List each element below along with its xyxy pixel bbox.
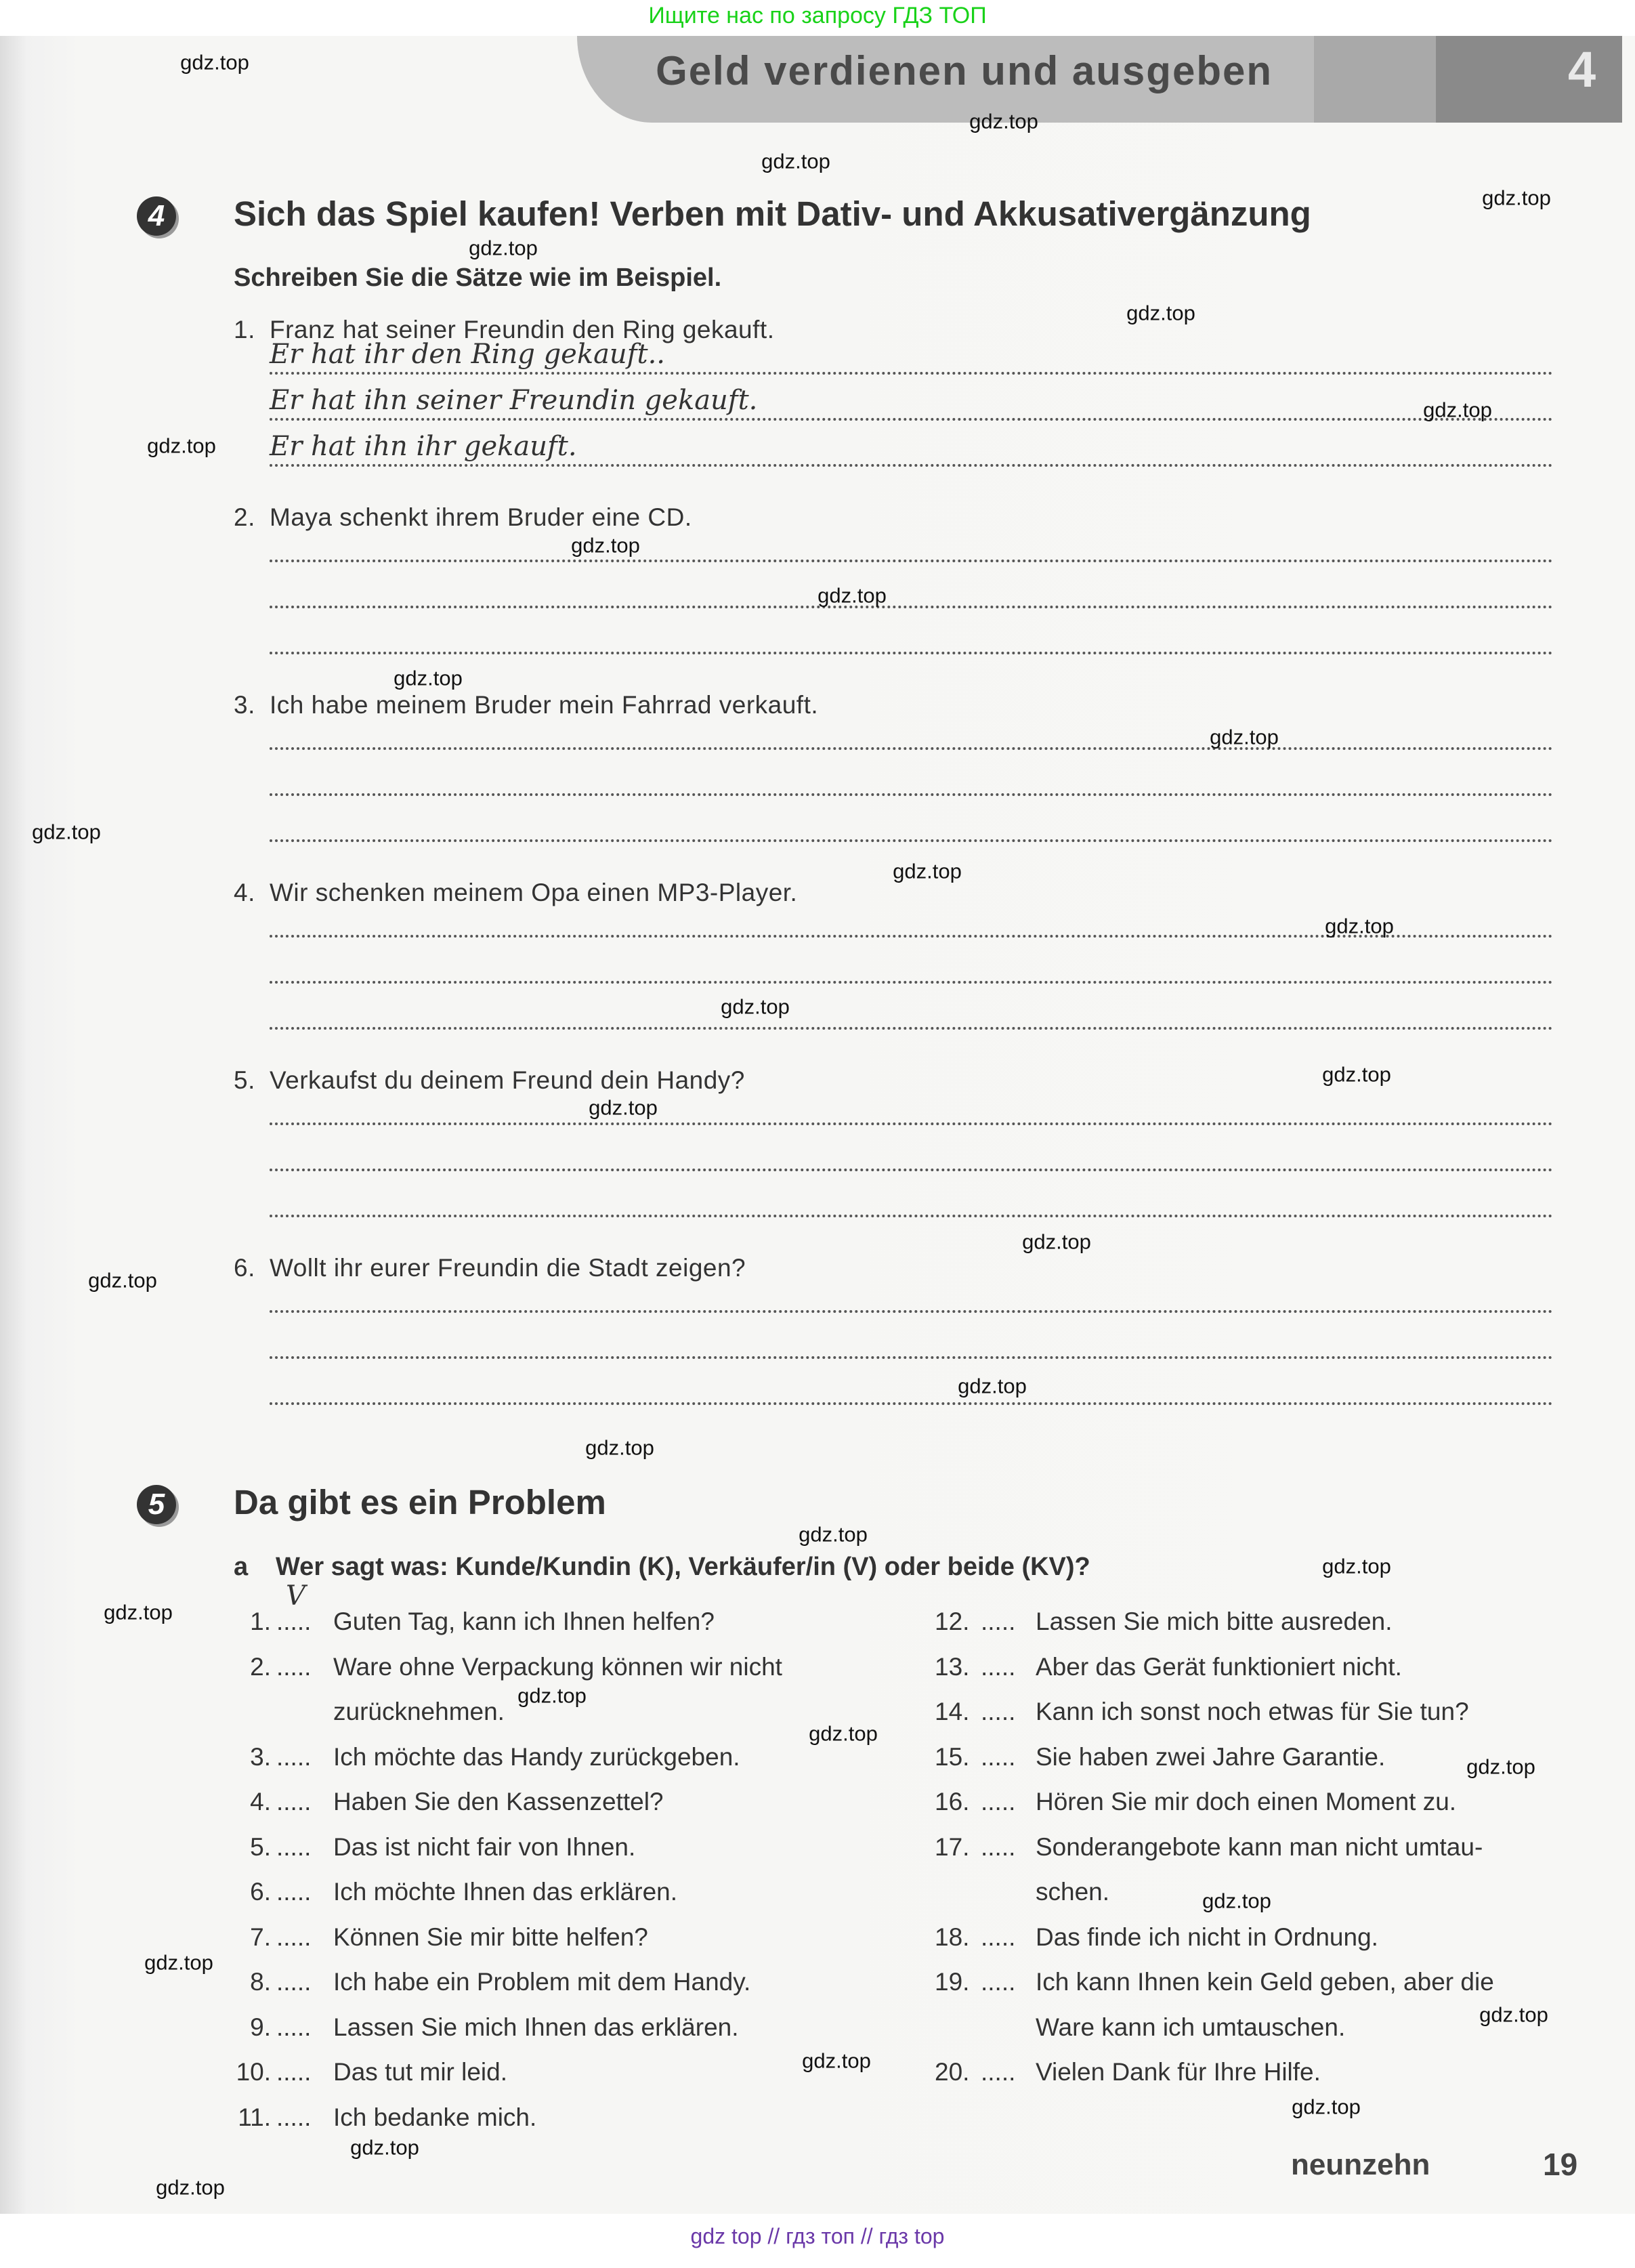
statement-number: 1.	[250, 1608, 271, 1635]
statement-number: 8.	[250, 1968, 271, 1996]
watermark: gdz.top	[969, 109, 1038, 133]
answer-blank[interactable]: .....	[981, 1832, 1016, 1861]
header-band-shade	[1314, 36, 1436, 123]
page-number: 19	[1543, 2147, 1578, 2182]
page-number-word: neunzehn	[1291, 2148, 1430, 2181]
statement-text: Ich möchte das Handy zurückgeben.	[333, 1742, 740, 1771]
watermark: gdz.top	[761, 149, 830, 173]
statement-text: Können Sie mir bitte helfen?	[333, 1923, 648, 1951]
sentence-number: 1.	[234, 316, 255, 343]
answer-blank[interactable]: .....	[276, 1878, 312, 1906]
statement-number: 15.	[935, 1742, 970, 1771]
statement-number: 18.	[935, 1923, 970, 1951]
statement-number: 13.	[935, 1652, 970, 1681]
watermark: gdz.top	[809, 1721, 878, 1746]
watermark: gdz.top	[1126, 301, 1195, 325]
sentence-number: 4.	[234, 879, 255, 906]
watermark: gdz.top	[104, 1600, 173, 1624]
watermark: gdz.top	[350, 2135, 419, 2160]
statement-number: 12.	[935, 1608, 970, 1635]
watermark: gdz.top	[147, 434, 216, 458]
statement-number: 7.	[250, 1923, 271, 1951]
statement-text: Ware kann ich umtauschen.	[1036, 2013, 1346, 2041]
exercise-5-badge: 5	[137, 1485, 176, 1524]
bottom-links[interactable]: gdz top // гдз топ // гдз top	[690, 2224, 945, 2248]
statement-text: Guten Tag, kann ich Ihnen helfen?	[333, 1608, 715, 1635]
chapter-title: Geld verdienen und ausgeben	[656, 48, 1273, 93]
statement-text: Vielen Dank für Ihre Hilfe.	[1036, 2058, 1321, 2086]
statement-number: 5.	[250, 1832, 271, 1861]
watermark: gdz.top	[144, 1950, 213, 1975]
statement-text: Aber das Gerät funktioniert nicht.	[1036, 1652, 1402, 1681]
statement-text: Ich möchte Ihnen das erklären.	[333, 1878, 678, 1906]
sentence-prompt: Wir schenken meinem Opa einen MP3-Player.	[270, 879, 798, 906]
answer-line[interactable]	[270, 747, 1553, 750]
watermark: gdz.top	[1292, 2095, 1361, 2119]
statement-text: zurücknehmen.	[333, 1698, 505, 1725]
answer-blank[interactable]: .....	[981, 1698, 1016, 1725]
answer-blank[interactable]: .....	[276, 1608, 312, 1635]
answer-blank[interactable]: .....	[276, 1968, 312, 1996]
watermark: gdz.top	[1325, 914, 1394, 938]
statement-text: Kann ich sonst noch etwas für Sie tun?	[1036, 1698, 1469, 1725]
statement-text: Hören Sie mir doch einen Moment zu.	[1036, 1788, 1457, 1815]
exercise-4-badge: 4	[137, 196, 176, 236]
watermark: gdz.top	[156, 2175, 225, 2200]
statement-number: 19.	[935, 1968, 970, 1996]
watermark: gdz.top	[1479, 2002, 1548, 2027]
watermark: gdz.top	[799, 1522, 868, 1547]
answer-line[interactable]	[270, 1402, 1553, 1405]
handwritten-answer: V	[286, 1580, 305, 1612]
handwritten-answer: Er hat ihr den Ring gekauft..	[270, 339, 666, 370]
answer-line[interactable]	[270, 1169, 1553, 1171]
watermark: gdz.top	[32, 820, 101, 844]
handwritten-answer: Er hat ihn ihr gekauft.	[270, 431, 577, 462]
answer-line[interactable]	[270, 1215, 1553, 1217]
answer-line[interactable]	[270, 793, 1553, 796]
answer-blank[interactable]: .....	[276, 2058, 312, 2086]
answer-line[interactable]	[270, 372, 1553, 375]
watermark: gdz.top	[1322, 1554, 1391, 1578]
watermark: gdz.top	[1322, 1062, 1391, 1087]
statement-text: Das finde ich nicht in Ordnung.	[1036, 1923, 1378, 1951]
exercise-5-part-label: a	[234, 1553, 249, 1581]
sentence-prompt: Wollt ihr eurer Freundin die Stadt zeigen?	[270, 1254, 746, 1282]
answer-blank[interactable]: .....	[981, 1742, 1016, 1771]
exercise-5-instruction: Wer sagt was: Kunde/Kundin (K), Verkäufer/in (V) oder beide (KV)?	[276, 1553, 1090, 1581]
answer-line[interactable]	[270, 1122, 1553, 1125]
watermark: gdz.top	[1202, 1889, 1271, 1913]
watermark: gdz.top	[517, 1683, 587, 1708]
statement-text: Ich bedanke mich.	[333, 2103, 537, 2131]
sentence-prompt: Maya schenkt ihrem Bruder eine CD.	[270, 503, 692, 531]
watermark: gdz.top	[721, 994, 790, 1019]
statement-number: 2.	[250, 1652, 271, 1681]
answer-line[interactable]	[270, 981, 1553, 984]
statement-text: Sonderangebote kann man nicht umtau-	[1036, 1832, 1483, 1861]
answer-line[interactable]	[270, 652, 1553, 654]
exercise-4-title: Sich das Spiel kaufen! Verben mit Dativ- und Akkusativergänzung	[234, 194, 1311, 233]
answer-blank[interactable]: .....	[276, 1652, 312, 1681]
statement-text: Das ist nicht fair von Ihnen.	[333, 1832, 636, 1861]
statement-text: Sie haben zwei Jahre Garantie.	[1036, 1742, 1386, 1771]
statement-text: Lassen Sie mich bitte ausreden.	[1036, 1608, 1393, 1635]
watermark: gdz.top	[585, 1435, 654, 1460]
statement-number: 6.	[250, 1878, 271, 1906]
statement-text: Das tut mir leid.	[333, 2058, 508, 2086]
watermark: gdz.top	[1423, 398, 1492, 422]
statement-number: 4.	[250, 1788, 271, 1815]
statement-text: Lassen Sie mich Ihnen das erklären.	[333, 2013, 739, 2041]
answer-blank[interactable]: .....	[981, 1968, 1016, 1996]
answer-blank[interactable]: .....	[981, 1788, 1016, 1815]
answer-blank[interactable]: .....	[981, 2058, 1016, 2086]
statement-number: 14.	[935, 1698, 970, 1725]
sentence-number: 3.	[234, 691, 255, 719]
statement-text: Ware ohne Verpackung können wir nicht	[333, 1652, 782, 1681]
answer-line[interactable]	[270, 560, 1553, 562]
watermark: gdz.top	[802, 2049, 871, 2073]
answer-blank[interactable]: .....	[981, 1608, 1016, 1635]
exercise-4-instruction: Schreiben Sie die Sätze wie im Beispiel.	[234, 264, 722, 292]
answer-blank[interactable]: .....	[276, 2013, 312, 2041]
watermark: gdz.top	[1210, 725, 1279, 749]
statement-text: Haben Sie den Kassenzettel?	[333, 1788, 664, 1815]
statement-number: 11.	[238, 2103, 271, 2131]
statement-number: 20.	[935, 2058, 970, 2086]
answer-blank[interactable]: .....	[276, 1923, 312, 1951]
sentence-prompt: Franz hat seiner Freundin den Ring gekauft.	[270, 316, 775, 343]
answer-blank[interactable]: .....	[276, 1742, 312, 1771]
answer-blank[interactable]: .....	[981, 1652, 1016, 1681]
watermark: gdz.top	[1022, 1230, 1091, 1254]
chapter-number: 4	[1568, 41, 1596, 98]
answer-line[interactable]	[270, 1027, 1553, 1030]
exercise-5-title: Da gibt es ein Problem	[234, 1483, 606, 1521]
watermark: gdz.top	[589, 1095, 658, 1120]
answer-line[interactable]	[270, 464, 1553, 467]
top-banner-link[interactable]: Ищите нас по запросу ГДЗ ТОП	[648, 3, 987, 28]
watermark: gdz.top	[958, 1374, 1027, 1398]
watermark: gdz.top	[893, 859, 962, 883]
statement-text: Ich habe ein Problem mit dem Handy.	[333, 1968, 751, 1996]
watermark: gdz.top	[818, 583, 887, 608]
answer-blank[interactable]: .....	[276, 1832, 312, 1861]
handwritten-answer: Er hat ihn seiner Freundin gekauft.	[270, 385, 758, 416]
answer-line[interactable]	[270, 1310, 1553, 1313]
answer-blank[interactable]: .....	[276, 2103, 312, 2131]
watermark: gdz.top	[469, 236, 538, 260]
answer-line[interactable]	[270, 839, 1553, 842]
watermark: gdz.top	[1482, 186, 1551, 210]
answer-line[interactable]	[270, 606, 1553, 608]
statement-number: 9.	[250, 2013, 271, 2041]
sentence-prompt: Ich habe meinem Bruder mein Fahrrad verkauft.	[270, 691, 819, 719]
sentence-number: 6.	[234, 1254, 255, 1282]
sentence-number: 2.	[234, 503, 255, 531]
sentence-number: 5.	[234, 1066, 255, 1094]
statement-number: 16.	[935, 1788, 970, 1815]
statement-text: Ich kann Ihnen kein Geld geben, aber die	[1036, 1968, 1494, 1996]
statement-number: 17.	[935, 1832, 970, 1861]
statement-text: schen.	[1036, 1878, 1110, 1906]
watermark: gdz.top	[571, 533, 640, 558]
watermark: gdz.top	[180, 50, 249, 75]
statement-number: 10.	[236, 2058, 271, 2086]
answer-blank[interactable]: .....	[981, 1923, 1016, 1951]
watermark: gdz.top	[394, 666, 463, 690]
watermark: gdz.top	[88, 1268, 157, 1293]
answer-line[interactable]	[270, 1356, 1553, 1359]
sentence-prompt: Verkaufst du deinem Freund dein Handy?	[270, 1066, 745, 1094]
statement-number: 3.	[250, 1742, 271, 1771]
watermark: gdz.top	[1466, 1755, 1535, 1779]
answer-line[interactable]	[270, 418, 1553, 421]
answer-blank[interactable]: .....	[276, 1788, 312, 1815]
